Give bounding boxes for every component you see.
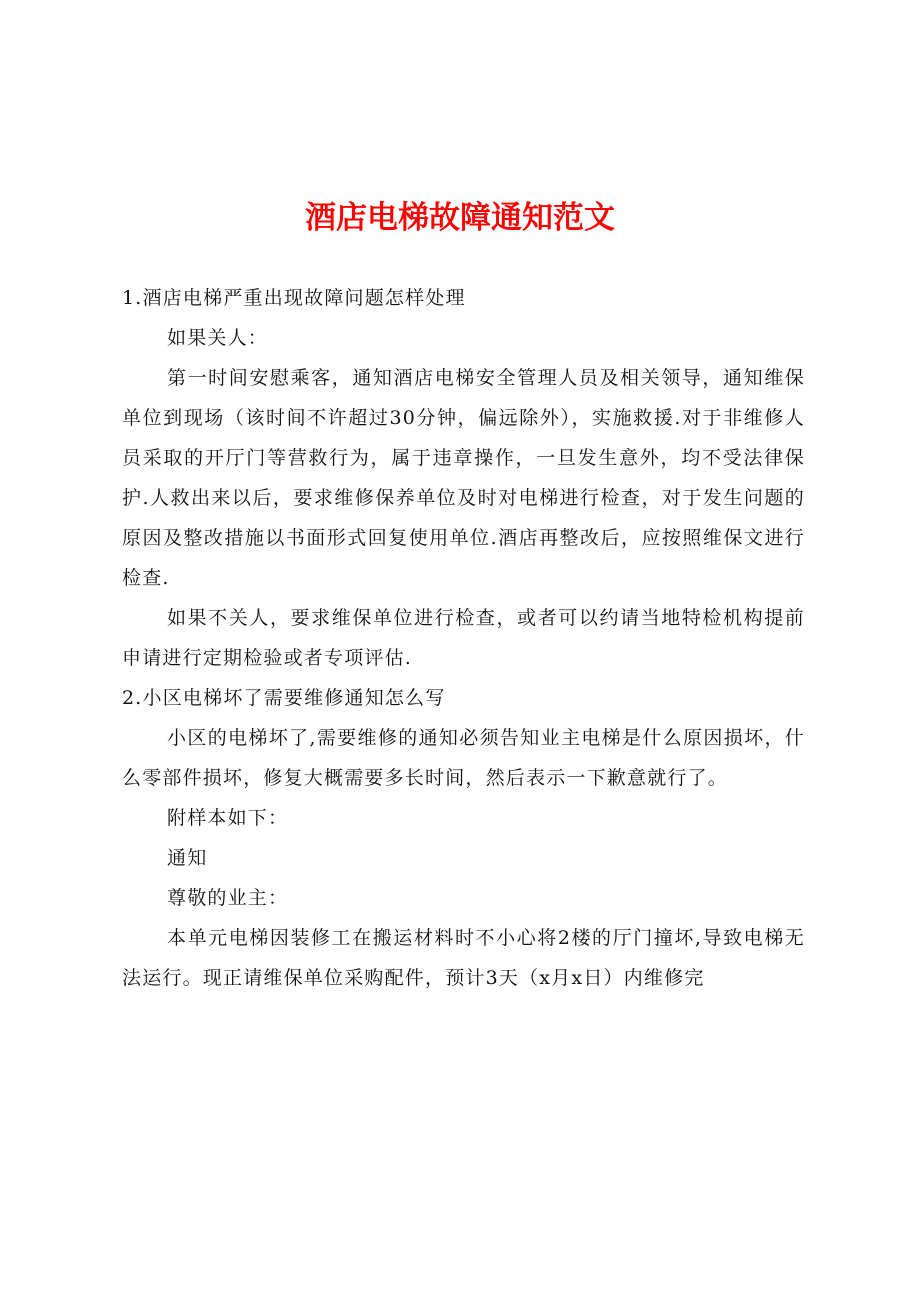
salutation: 尊敬的业主： [167, 887, 289, 909]
notice-heading: 通知 [167, 847, 208, 869]
paragraph: 如果不关人，要求维保单位进行检查，或者可以约请当地特检机构提前申请进行定期检验或者专项评估. [122, 607, 805, 669]
section-heading-1: 1.酒店电梯严重出现故障问题怎样处理 [122, 287, 466, 309]
paragraph: 第一时间安慰乘客，通知酒店电梯安全管理人员及相关领导，通知维保单位到现场（该时间不许超过30分钟，偏远除外），实施救援.对于非维修人员采取的开厅门等营救行为，属于违章操作，一旦发生意外，均不受法律保护.人救出来以后，要求维修保养单位及时对电梯进行检查，对于发生问题的原因及整改措施以书面形式回复使用单位.酒店再整改后，应按照维保文进行检查. [122, 367, 805, 589]
document-body [122, 278, 805, 998]
document-title: 酒店电梯故障通知范文 [305, 200, 615, 236]
section-heading-2: 2.小区电梯坏了需要维修通知怎么写 [122, 687, 446, 709]
paragraph: 如果关人： [167, 327, 269, 349]
paragraph: 附样本如下： [167, 807, 289, 829]
paragraph: 小区的电梯坏了,需要维修的通知必须告知业主电梯是什么原因损坏，什么零部件损坏，修复大概需要多长时间，然后表示一下歉意就行了。 [122, 727, 805, 789]
paragraph: 本单元电梯因装修工在搬运材料时不小心将2楼的厅门撞坏,导致电梯无法运行。现正请维保单位采购配件，预计3天（x月x日）内维修完 [122, 927, 805, 989]
